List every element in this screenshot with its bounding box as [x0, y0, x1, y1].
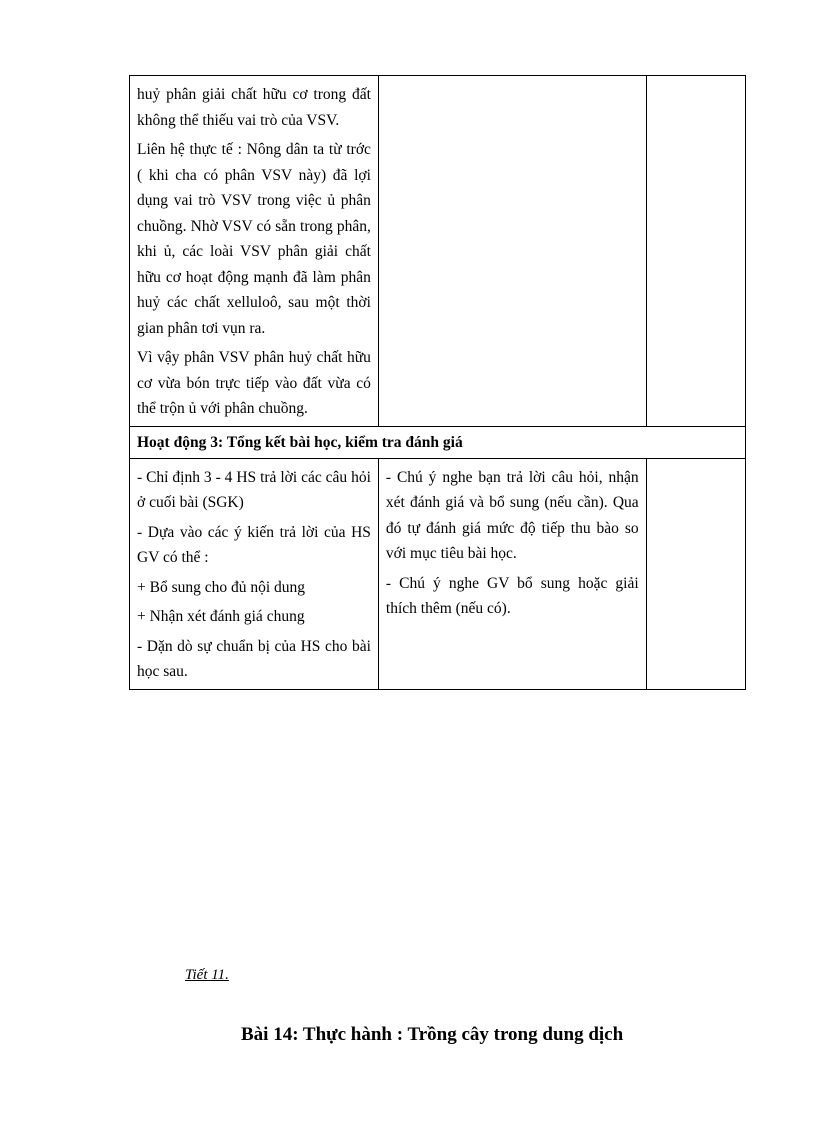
- lesson-plan-table: [129, 75, 746, 690]
- table-row: [130, 458, 746, 689]
- student-activity-cell: [378, 76, 646, 427]
- lesson-label: Tiết 11.: [185, 967, 229, 983]
- teacher-activity-cell: [130, 76, 379, 427]
- paragraph: + Nhận xét đánh giá chung: [137, 608, 305, 625]
- paragraph: - Chỉ định 3 - 4 HS trả lời các câu hỏi ở cuối bài (SGK): [137, 468, 371, 511]
- paragraph: - Dặn dò sự chuẩn bị của HS cho bài học sau.: [137, 637, 371, 680]
- paragraph: - Chú ý nghe bạn trả lời câu hỏi, nhận xét đánh giá và bổ sung (nếu cần). Qua đó tự đánh giá mức độ tiếp thu bào so với mục tiêu bài học.: [385, 468, 639, 562]
- paragraph: Vì vậy phân VSV phân huỷ chất hữu cơ vừa bón trực tiếp vào đất vừa có thể trộn ủ với phân chuồng.: [137, 349, 371, 417]
- paragraph: huỷ phân giải chất hữu cơ trong đất không thể thiếu vai trò của VSV.: [137, 86, 371, 129]
- lesson-title: Bài 14: Thực hành : Trồng cây trong dung dịch: [241, 1024, 624, 1045]
- paragraph: Liên hệ thực tế : Nông dân ta từ trớc ( khi cha có phân VSV này) đã lợi dụng vai trò VSV trong việc ủ phân chuồng. Nhờ VSV có sẵn trong phân, khi ủ, các loài VSV phân giải chất hữu cơ hoạt động mạnh đã làm phân huỷ các chất xelluloô, sau một thời gian phân tơi vụn ra.: [137, 141, 371, 337]
- paragraph: - Chú ý nghe GV bổ sung hoặc giải thích thêm (nếu có).: [385, 574, 639, 617]
- table-row: [130, 76, 746, 427]
- notes-cell: [646, 458, 745, 689]
- table-row: [130, 426, 746, 458]
- activity-heading: Hoạt động 3: Tổng kết bài học, kiểm tra đánh giá: [130, 426, 746, 458]
- student-activity-cell: [378, 458, 646, 689]
- paragraph: - Dựa vào các ý kiến trả lời của HS GV có thể :: [137, 523, 371, 566]
- paragraph: + Bổ sung cho đủ nội dung: [137, 578, 306, 596]
- teacher-activity-cell: [130, 458, 379, 689]
- notes-cell: [646, 76, 745, 427]
